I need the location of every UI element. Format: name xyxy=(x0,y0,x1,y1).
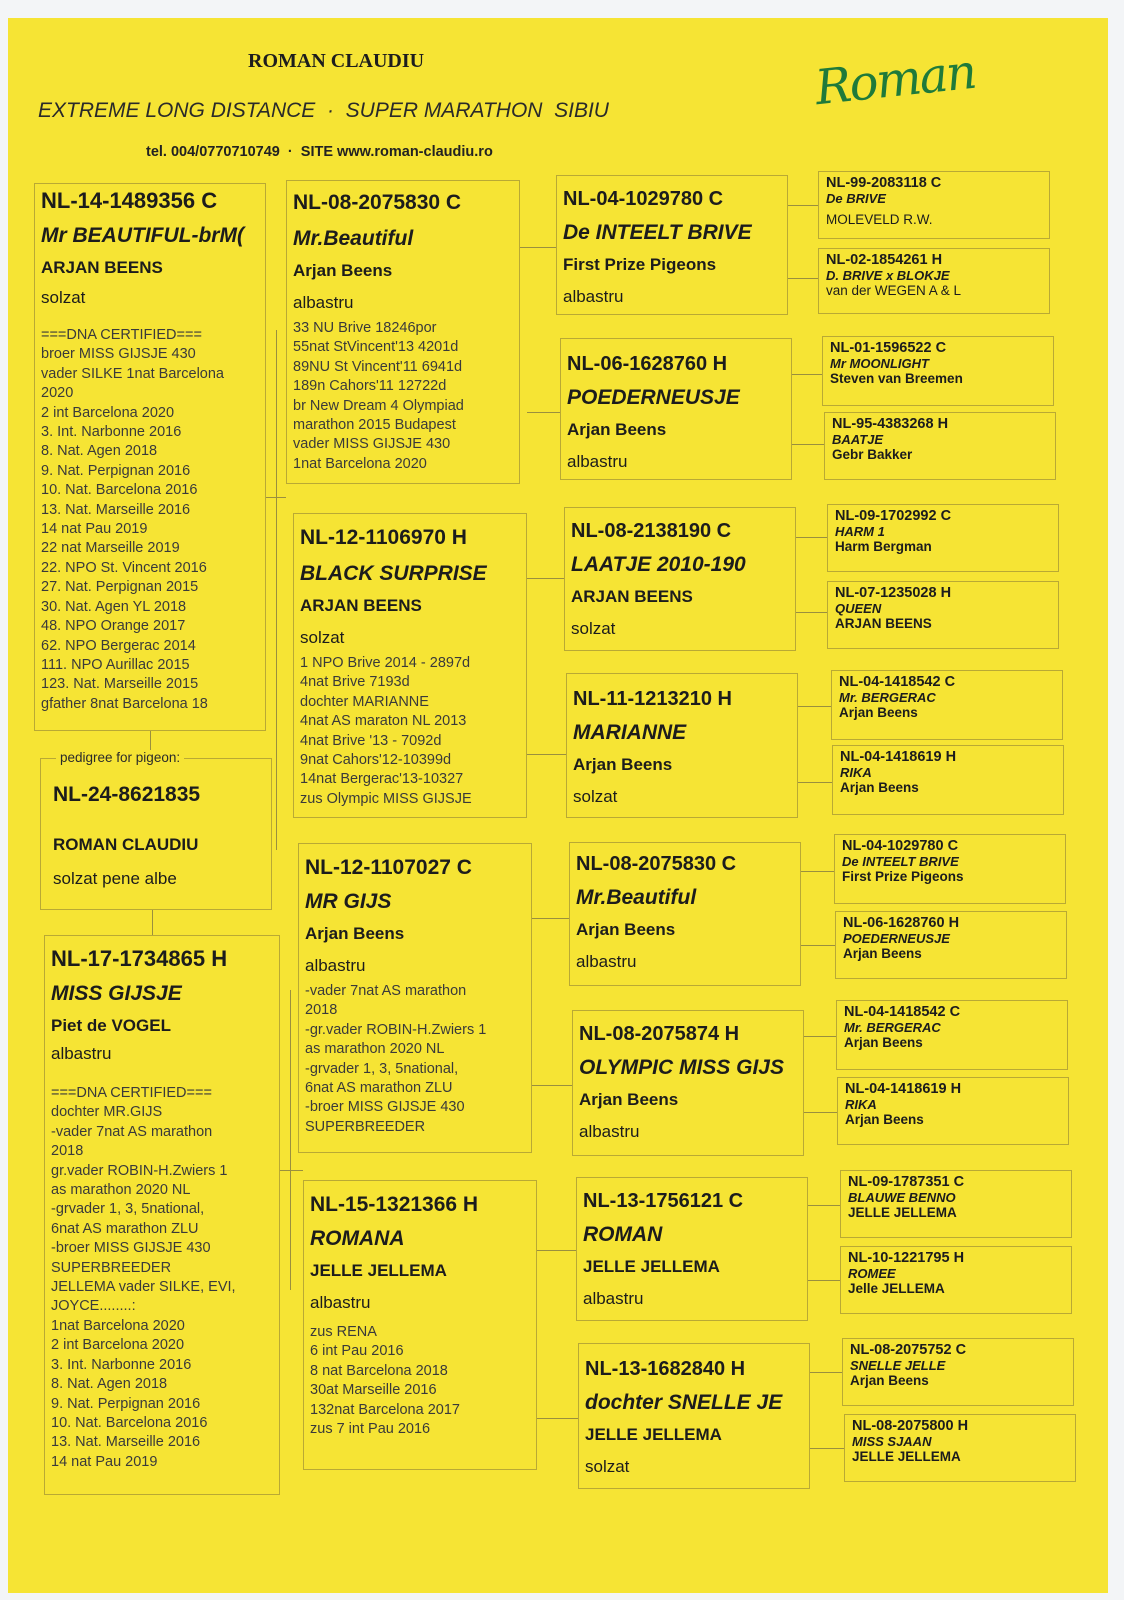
note: 6 int Pau 2016 xyxy=(310,1343,404,1360)
ancestor-box xyxy=(832,745,1064,815)
anc-ring: NL-01-1596522 C xyxy=(830,340,947,356)
sire-ring: NL-14-1489356 C xyxy=(41,188,218,213)
ggp-color: albastru xyxy=(579,1122,640,1141)
ggp-owner: First Prize Pigeons xyxy=(563,255,717,274)
dam-color: albastru xyxy=(51,1044,112,1063)
anc-owner: Arjan Beens xyxy=(840,780,919,795)
connector xyxy=(798,782,832,783)
great-grandparent-box xyxy=(560,338,792,480)
anc-owner: ARJAN BEENS xyxy=(835,616,932,631)
note: JELLEMA vader SILKE, EVI, xyxy=(51,1279,236,1296)
anc-ring: NL-10-1221795 H xyxy=(848,1250,965,1266)
subject-ring: NL-24-8621835 xyxy=(53,783,201,806)
gp-ring: NL-08-2075830 C xyxy=(293,191,462,214)
anc-name: Mr MOONLIGHT xyxy=(830,356,929,371)
anc-owner: JELLE JELLEMA xyxy=(852,1449,961,1464)
note: 2018 xyxy=(51,1143,84,1160)
anc-ring: NL-95-4383268 H xyxy=(832,416,949,432)
ancestor-box xyxy=(840,1170,1072,1238)
anc-name: Mr. BERGERAC xyxy=(839,690,936,705)
ggp-owner: JELLE JELLEMA xyxy=(583,1257,720,1276)
ggp-name: Mr.Beautiful xyxy=(576,886,697,909)
ggp-owner: Arjan Beens xyxy=(573,755,673,774)
anc-ring: NL-02-1854261 H xyxy=(826,252,943,268)
anc-name: D. BRIVE x BLOKJE xyxy=(826,268,950,283)
gp-ring: NL-12-1107027 C xyxy=(305,856,472,879)
note: 10. Nat. Barcelona 2016 xyxy=(41,482,198,499)
sire-name: Mr BEAUTIFUL-brM( xyxy=(41,224,244,247)
connector xyxy=(532,1085,572,1086)
note: 30at Marseille 2016 xyxy=(310,1382,437,1399)
ggp-color: solzat xyxy=(573,787,618,806)
anc-name: MISS SJAAN xyxy=(852,1434,932,1449)
ggp-color: albastru xyxy=(563,287,624,306)
ggp-owner: Arjan Beens xyxy=(579,1090,679,1109)
connector xyxy=(276,330,277,850)
anc-ring: NL-08-2075752 C xyxy=(850,1342,967,1358)
great-grandparent-box xyxy=(569,842,801,986)
ggp-name: De INTEELT BRIVE xyxy=(563,221,752,244)
gp-owner: Arjan Beens xyxy=(293,261,393,280)
contact-line: tel. 004/0770710749 · SITE www.roman-claudiu.ro xyxy=(146,144,493,160)
gp-notes xyxy=(305,982,525,1137)
note: 14 nat Pau 2019 xyxy=(41,521,148,538)
note: 30. Nat. Agen YL 2018 xyxy=(41,598,187,615)
connector xyxy=(527,412,560,413)
note: 6nat AS marathon ZLU xyxy=(305,1080,453,1097)
ggp-name: OLYMPIC MISS GIJS xyxy=(579,1056,784,1079)
ancestor-box xyxy=(835,911,1067,979)
dam-owner: Piet de VOGEL xyxy=(51,1016,171,1035)
connector xyxy=(788,278,818,279)
connector xyxy=(152,910,153,935)
anc-name: De BRIVE xyxy=(826,191,886,206)
dam-box xyxy=(44,935,280,1495)
note: 9nat Cahors'12-10399d xyxy=(300,752,452,769)
note: as marathon 2020 NL xyxy=(51,1182,191,1199)
anc-name: HARM 1 xyxy=(835,524,885,539)
note: -gr.vader ROBIN-H.Zwiers 1 xyxy=(305,1021,487,1038)
gp-ring: NL-15-1321366 H xyxy=(310,1193,479,1216)
connector xyxy=(280,1170,303,1171)
anc-ring: NL-04-1029780 C xyxy=(842,838,959,854)
note: 3. Int. Narbonne 2016 xyxy=(51,1356,192,1373)
note: 13. Nat. Marseille 2016 xyxy=(51,1434,201,1451)
note: gfather 8nat Barcelona 18 xyxy=(41,695,208,712)
subject-owner: ROMAN CLAUDIU xyxy=(53,835,199,854)
ggp-owner: JELLE JELLEMA xyxy=(585,1425,722,1444)
note: 6nat AS marathon ZLU xyxy=(51,1220,199,1237)
note: 8 nat Barcelona 2018 xyxy=(310,1362,448,1379)
ancestor-box xyxy=(842,1338,1074,1406)
note: 2 int Barcelona 2020 xyxy=(51,1337,185,1354)
note: 22. NPO St. Vincent 2016 xyxy=(41,559,207,576)
note: zus 7 int Pau 2016 xyxy=(310,1421,431,1438)
note: 2 int Barcelona 2020 xyxy=(41,404,175,421)
anc-name: BAATJE xyxy=(832,432,884,447)
gp-name: ROMANA xyxy=(310,1227,405,1250)
anc-name: ROMEE xyxy=(848,1266,896,1281)
ancestor-box xyxy=(844,1414,1076,1482)
note: 123. Nat. Marseille 2015 xyxy=(41,676,199,693)
gp-name: BLACK SURPRISE xyxy=(300,562,487,585)
gp-color: albastru xyxy=(305,956,366,975)
anc-name: BLAUWE BENNO xyxy=(848,1190,956,1205)
note: dochter MARIANNE xyxy=(300,693,429,710)
anc-owner: van der WEGEN A & L xyxy=(826,283,962,298)
note: 132nat Barcelona 2017 xyxy=(310,1401,460,1418)
gp-owner: ARJAN BEENS xyxy=(300,596,422,615)
connector xyxy=(810,1448,844,1449)
connector xyxy=(537,1250,576,1251)
ggp-ring: NL-08-2075830 C xyxy=(576,853,737,875)
note: -grvader 1, 3, 5national, xyxy=(51,1201,205,1218)
anc-name: SNELLE JELLE xyxy=(850,1358,946,1373)
note: zus Olympic MISS GIJSJE xyxy=(300,790,472,807)
note: vader MISS GIJSJE 430 xyxy=(293,436,451,453)
gp-notes xyxy=(300,654,520,809)
gp-notes xyxy=(310,1323,530,1439)
great-grandparent-box xyxy=(556,175,788,315)
anc-ring: NL-04-1418619 H xyxy=(845,1081,962,1097)
gp-owner: Arjan Beens xyxy=(305,924,405,943)
connector xyxy=(792,444,824,445)
ggp-name: MARIANNE xyxy=(573,721,687,744)
dam-ring: NL-17-1734865 H xyxy=(51,946,228,971)
anc-ring: NL-04-1418619 H xyxy=(840,749,957,765)
ggp-owner: ARJAN BEENS xyxy=(571,587,693,606)
ancestor-box xyxy=(840,1246,1072,1314)
ancestor-box xyxy=(827,581,1059,649)
note: 62. NPO Bergerac 2014 xyxy=(41,637,196,654)
ggp-ring: NL-11-1213210 H xyxy=(573,688,732,710)
ggp-color: solzat xyxy=(571,619,616,638)
great-grandparent-box xyxy=(572,1010,804,1156)
anc-ring: NL-09-1787351 C xyxy=(848,1174,965,1190)
note: -grvader 1, 3, 5national, xyxy=(305,1060,459,1077)
note: 1nat Barcelona 2020 xyxy=(51,1317,185,1334)
note: 189n Cahors'11 12722d xyxy=(293,378,447,395)
note: 27. Nat. Perpignan 2015 xyxy=(41,579,199,596)
note: 14 nat Pau 2019 xyxy=(51,1453,158,1470)
ggp-color: albastru xyxy=(567,452,628,471)
note: 3. Int. Narbonne 2016 xyxy=(41,424,182,441)
note: 2018 xyxy=(305,1002,338,1019)
note: -broer MISS GIJSJE 430 xyxy=(51,1240,211,1257)
connector xyxy=(808,1280,840,1281)
note: as marathon 2020 NL xyxy=(305,1041,445,1058)
anc-owner: Harm Bergman xyxy=(835,539,932,554)
sire-owner: ARJAN BEENS xyxy=(41,258,163,277)
gp-name: Mr.Beautiful xyxy=(293,227,414,250)
gp-ring: NL-12-1106970 H xyxy=(300,526,467,549)
ggp-name: ROMAN xyxy=(583,1223,663,1246)
anc-ring: NL-07-1235028 H xyxy=(835,585,952,601)
note: 1nat Barcelona 2020 xyxy=(293,455,427,472)
anc-name: QUEEN xyxy=(835,601,882,616)
anc-owner: Arjan Beens xyxy=(839,705,918,720)
connector xyxy=(788,205,818,206)
connector xyxy=(804,1036,836,1037)
signature: Roman xyxy=(812,43,978,117)
breeder-title: ROMAN CLAUDIU xyxy=(248,50,425,72)
anc-owner: First Prize Pigeons xyxy=(842,869,964,884)
gp-owner: JELLE JELLEMA xyxy=(310,1261,447,1280)
ancestor-box xyxy=(822,336,1054,406)
subject-color: solzat pene albe xyxy=(53,869,177,888)
great-grandparent-box xyxy=(564,507,796,651)
ancestor-box xyxy=(831,670,1063,740)
note: 33 NU Brive 18246por xyxy=(293,320,437,336)
ggp-ring: NL-04-1029780 C xyxy=(563,188,724,210)
connector xyxy=(810,1372,842,1373)
note: 8. Nat. Agen 2018 xyxy=(51,1376,168,1393)
grandparent-box xyxy=(286,180,520,484)
gp-color: albastru xyxy=(310,1293,371,1312)
note: gr.vader ROBIN-H.Zwiers 1 xyxy=(51,1162,228,1179)
note: 2020 xyxy=(41,385,74,402)
subject-box xyxy=(40,758,272,910)
ggp-ring: NL-08-2075874 H xyxy=(579,1023,740,1045)
connector xyxy=(798,706,831,707)
dam-name: MISS GIJSJE xyxy=(51,982,182,1005)
anc-name: POEDERNEUSJE xyxy=(843,931,950,946)
anc-ring: NL-08-2075800 H xyxy=(852,1418,969,1434)
note: broer MISS GIJSJE 430 xyxy=(41,346,196,363)
ggp-color: solzat xyxy=(585,1457,630,1476)
ancestor-box xyxy=(834,834,1066,904)
note: 4nat Brive '13 - 7092d xyxy=(300,732,442,749)
ggp-ring: NL-08-2138190 C xyxy=(571,520,732,542)
connector xyxy=(520,247,556,248)
grandparent-box xyxy=(293,513,527,818)
note: br New Dream 4 Olympiad xyxy=(293,397,464,414)
ggp-name: dochter SNELLE JE xyxy=(585,1391,783,1414)
note: 8. Nat. Agen 2018 xyxy=(41,443,158,460)
note: 4nat AS maraton NL 2013 xyxy=(300,713,467,730)
note: 10. Nat. Barcelona 2016 xyxy=(51,1414,208,1431)
connector xyxy=(801,871,834,872)
note: ===DNA CERTIFIED=== xyxy=(41,327,202,343)
note: 48. NPO Orange 2017 xyxy=(41,618,186,635)
connector xyxy=(527,754,566,755)
gp-name: MR GIJS xyxy=(305,890,392,913)
anc-owner: Steven van Breemen xyxy=(830,371,963,386)
great-grandparent-box xyxy=(578,1343,810,1489)
connector xyxy=(537,1418,578,1419)
connector xyxy=(532,918,569,919)
anc-owner: Arjan Beens xyxy=(843,946,922,961)
great-grandparent-box xyxy=(566,673,798,818)
anc-owner: Arjan Beens xyxy=(850,1373,929,1388)
connector xyxy=(792,374,822,375)
connector xyxy=(801,945,835,946)
anc-ring: NL-09-1702992 C xyxy=(835,508,952,524)
note: JOYCE........: xyxy=(51,1298,136,1315)
anc-ring: NL-04-1418542 C xyxy=(839,674,956,690)
gp-color: solzat xyxy=(300,628,345,647)
anc-ring: NL-99-2083118 C xyxy=(826,175,942,191)
note: zus RENA xyxy=(310,1324,377,1340)
ancestor-box xyxy=(836,1000,1068,1070)
note: 14nat Bergerac'13-10327 xyxy=(300,771,464,788)
anc-owner: Gebr Bakker xyxy=(832,447,913,462)
ggp-owner: Arjan Beens xyxy=(567,420,667,439)
anc-ring: NL-06-1628760 H xyxy=(843,915,960,931)
great-grandparent-box xyxy=(576,1177,808,1321)
ggp-name: LAATJE 2010-190 xyxy=(571,553,746,576)
anc-ring: NL-04-1418542 C xyxy=(844,1004,961,1020)
note: 111. NPO Aurillac 2015 xyxy=(41,656,190,673)
note: marathon 2015 Budapest xyxy=(293,417,456,434)
note: dochter MR.GIJS xyxy=(51,1104,163,1121)
note: -vader 7nat AS marathon xyxy=(51,1123,213,1140)
anc-name: RIKA xyxy=(845,1097,877,1112)
grandparent-box xyxy=(303,1180,537,1470)
ggp-name: POEDERNEUSJE xyxy=(567,386,740,409)
note: 9. Nat. Perpignan 2016 xyxy=(41,462,191,479)
gp-notes xyxy=(293,319,513,474)
ancestor-box xyxy=(837,1077,1069,1145)
note: 1 NPO Brive 2014 - 2897d xyxy=(300,655,471,671)
note: SUPERBREEDER xyxy=(305,1118,426,1135)
ggp-color: albastru xyxy=(576,952,637,971)
ancestor-box xyxy=(818,171,1050,239)
ggp-ring: NL-13-1756121 C xyxy=(583,1190,744,1212)
note: vader SILKE 1nat Barcelona xyxy=(41,365,224,382)
note: 55nat StVincent'13 4201d xyxy=(293,339,459,356)
connector xyxy=(804,1112,837,1113)
anc-owner: JELLE JELLEMA xyxy=(848,1205,957,1220)
note: 22 nat Marseille 2019 xyxy=(41,540,180,557)
anc-name: Mr. BERGERAC xyxy=(844,1020,941,1035)
anc-name: RIKA xyxy=(840,765,872,780)
ggp-owner: Arjan Beens xyxy=(576,920,676,939)
connector xyxy=(808,1205,840,1206)
note: 9. Nat. Perpignan 2016 xyxy=(51,1395,201,1412)
note: 4nat Brive 7193d xyxy=(300,674,410,691)
anc-owner: Jelle JELLEMA xyxy=(848,1281,945,1296)
note: 13. Nat. Marseille 2016 xyxy=(41,501,191,518)
note: -broer MISS GIJSJE 430 xyxy=(305,1099,465,1116)
note: ===DNA CERTIFIED=== xyxy=(51,1085,212,1101)
anc-name: De INTEELT BRIVE xyxy=(842,854,959,869)
connector xyxy=(527,578,564,579)
dam-notes xyxy=(51,1084,273,1472)
ggp-color: albastru xyxy=(583,1289,644,1308)
connector xyxy=(290,990,291,1290)
anc-owner: Arjan Beens xyxy=(844,1035,923,1050)
sire-box xyxy=(34,183,266,731)
ggp-ring: NL-13-1682840 H xyxy=(585,1358,746,1380)
ggp-ring: NL-06-1628760 H xyxy=(567,353,728,375)
connector xyxy=(796,537,827,538)
anc-owner: MOLEVELD R.W. xyxy=(826,212,933,227)
subject-label: pedigree for pigeon: xyxy=(56,750,184,765)
note: 89NU St Vincent'11 6941d xyxy=(293,358,463,375)
anc-owner: Arjan Beens xyxy=(845,1112,924,1127)
sire-color: solzat xyxy=(41,288,86,307)
ancestor-box xyxy=(824,412,1056,480)
note: SUPERBREEDER xyxy=(51,1259,172,1276)
sire-notes xyxy=(41,326,259,714)
connector xyxy=(796,612,827,613)
gp-color: albastru xyxy=(293,293,354,312)
ancestor-box xyxy=(818,248,1050,314)
subtitle: EXTREME LONG DISTANCE · SUPER MARATHON SIBIU xyxy=(38,99,609,122)
grandparent-box xyxy=(298,843,532,1153)
ancestor-box xyxy=(827,504,1059,572)
note: -vader 7nat AS marathon xyxy=(305,983,467,999)
